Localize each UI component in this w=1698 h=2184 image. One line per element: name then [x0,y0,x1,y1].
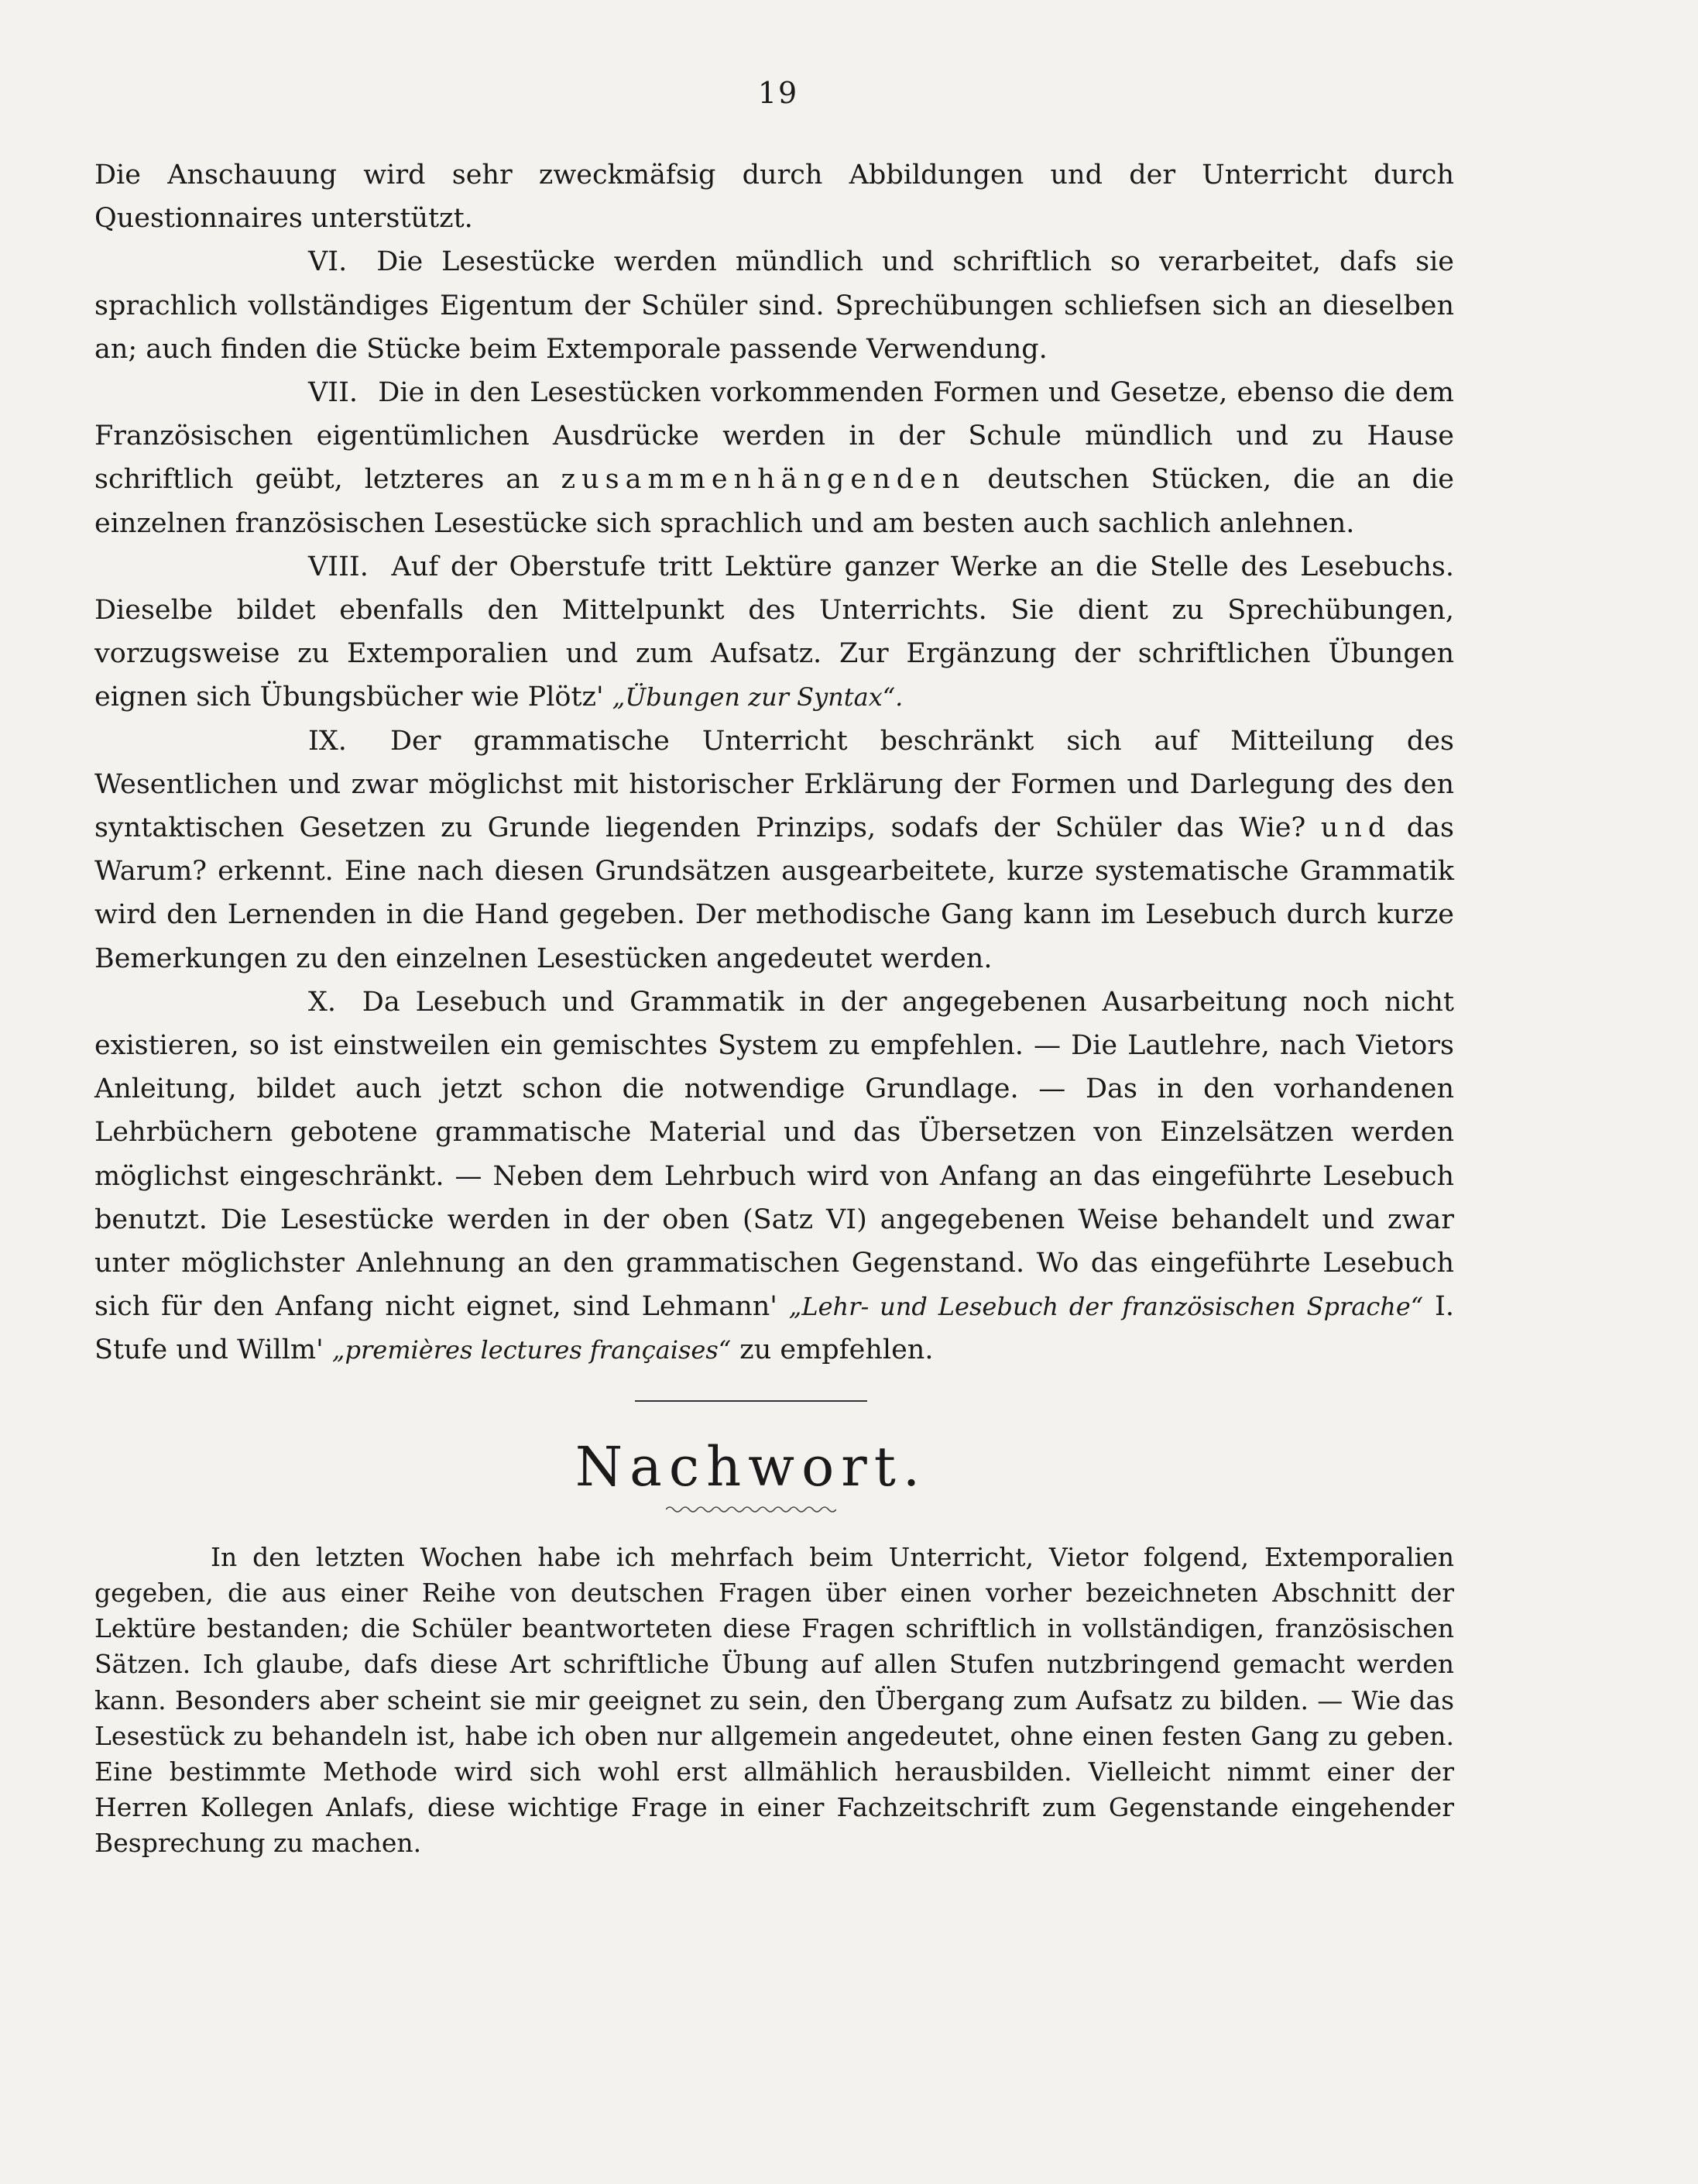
book-title: „Lehr- und Lesebuch der französischen Sprache“ [788,1292,1424,1322]
section-text: zu empfehlen. [739,1334,934,1366]
separator-rule [635,1400,867,1402]
section-text: Die in den Lesestücken vorkommenden Formen und Gesetze, ebenso die dem Französischen eigentümlichen Ausdrücke werden in der Schule mündlich und zu Hause schriftlich geübt, letzteres an [94,377,1454,496]
section-numeral: VII. [308,377,358,409]
section-vii [94,371,1454,545]
nachwort-section [94,1540,1454,1862]
section-text: Der grammatische Unterricht beschränkt sich auf Mitteilung des Wesentlichen und zwar möglichst mit historischer Erklärung der Formen und Darlegung des den syntaktischen Gesetzen zu Grunde liegenden Prinzips, sodafs der Schüler das Wie? [94,725,1454,844]
section-text: Die Lesestücke werden mündlich und schriftlich so verarbeitet, dafs sie sprachlich vollständiges Eigentum der Schüler sind. Sprechübungen schliefsen sich an dieselben an; auch finden die Stücke beim Extemporale passende Verwendung. [94,246,1454,365]
section-x [94,980,1454,1372]
nachwort-heading: Nachwort. [575,1434,928,1499]
section-text: deutschen Stücken, die an die einzelnen französischen Lesestücke sich sprachlich und am besten auch sachlich anlehnen. [94,464,1454,539]
book-title: „Übungen zur Syntax“. [612,682,904,713]
spaced-emphasis: zusammenhängenden [561,464,966,496]
section-viii [94,545,1454,719]
section-numeral: X. [308,986,337,1018]
section-text: das Warum? erkennt. Eine nach diesen Grundsätzen ausgearbeitete, kurze systematische Grammatik wird den Lernenden in die Hand gegeben. Der methodische Gang kann im Lesebuch durch kurze Bemerkungen zu den einzelnen Lesestücken angedeutet werden. [94,812,1454,974]
section-numeral: VIII. [308,551,369,582]
section-vi [94,240,1454,371]
section-ix [94,719,1454,980]
decorative-squiggle [666,1504,836,1515]
page-number: 19 [757,76,799,110]
section-text: Da Lesebuch und Grammatik in der angegebenen Ausarbeitung noch nicht existieren, so ist einstweilen ein gemischtes System zu empfehlen. — Die Lautlehre, nach Vietors Anleitung, bildet auch jetzt schon die notwendige Grundlage. — Das in den vorhandenen Lehrbüchern gebotene grammatische Material und das Übersetzen von Einzelsätzen werden möglichst eingeschränkt. — Neben dem Lehrbuch wird von Anfang an das eingeführte Lesebuch benutzt. Die Lesestücke werden in der oben (Satz VI) angegebenen Weise behandelt und zwar unter möglichster Anlehnung an den grammatischen Gegenstand. Wo das eingeführte Lesebuch sich für den Anfang nicht eignet, sind Lehmann' [94,986,1454,1323]
numbered-sections [94,153,1454,1372]
continuation-paragraph: Die Anschauung wird sehr zweckmäfsig durch Abbildungen und der Unterricht durch Questionnaires unterstützt. [94,160,1454,235]
section-text: Auf der Oberstufe tritt Lektüre ganzer Werke an die Stelle des Lesebuchs. Dieselbe bildet ebenfalls den Mittelpunkt des Unterrichts. Sie dient zu Sprechübungen, vorzugsweise zu Extemporalien und zum Aufsatz. Zur Ergänzung der schriftlichen Übungen eignen sich Übungsbücher wie Plötz' [94,551,1454,713]
section-numeral: IX. [308,725,347,757]
page-content [94,153,1454,1862]
section-text: I. Stufe und Willm' [94,1291,1454,1366]
section-numeral: VI. [308,246,348,278]
book-title: „premières lectures françaises“ [331,1335,732,1365]
spaced-emphasis: und [1320,812,1392,844]
nachwort-paragraph: In den letzten Wochen habe ich mehrfach beim Unterricht, Vietor folgend, Extemporalien gegeben, die aus einer Reihe von deutschen Fragen über einen vorher bezeichneten Abschnitt der Lektüre bestanden; die Schüler beantworteten diese Fragen schriftlich in vollständigen, französischen Sätzen. Ich glaube, dafs diese Art schriftliche Übung auf allen Stufen nutzbringend gemacht werden kann. Besonders aber scheint sie mir geeignet zu sein, den Übergang zum Aufsatz zu bilden. — Wie das Lesestück zu behandeln ist, habe ich oben nur allgemein angedeutet, ohne einen festen Gang zu geben. Eine bestimmte Methode wird sich wohl erst allmählich herausbilden. Vielleicht nimmt einer der Herren Kollegen Anlafs, diese wichtige Frage in einer Fachzeitschrift zum Gegenstande eingehender Besprechung zu machen. [94,1541,1454,1859]
